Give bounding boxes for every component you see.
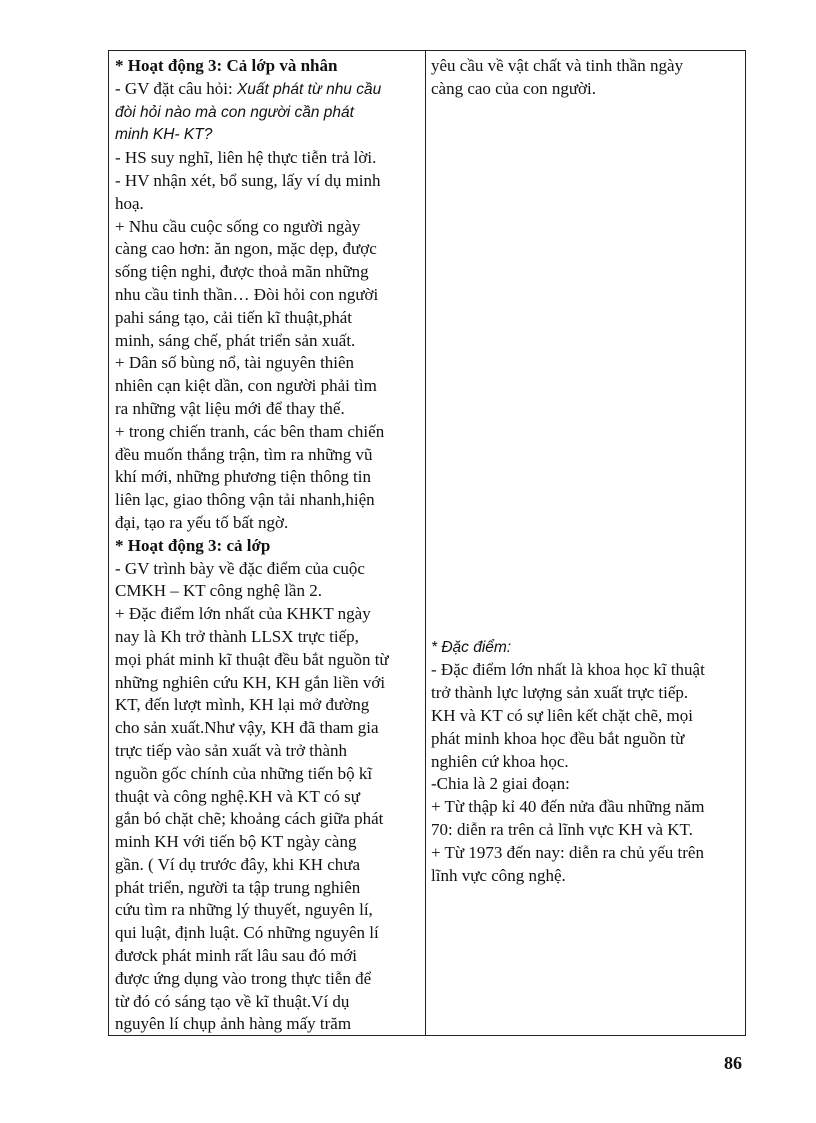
left-line — [115, 124, 419, 147]
left-line — [115, 558, 419, 581]
left-line-text: + Nhu cầu cuộc sống co người ngày — [115, 216, 361, 236]
right-line: KH và KT có sự liên kết chặt chẽ, mọi — [431, 705, 693, 725]
left-column — [115, 55, 419, 1036]
right-line: -Chia là 2 giai đoạn: — [431, 774, 570, 794]
content-table — [108, 50, 746, 1036]
right-line: 70: diễn ra trên cả lĩnh vực KH và KT. — [431, 819, 693, 839]
left-line — [115, 831, 419, 854]
left-line — [115, 899, 419, 922]
left-line-text: mọi phát minh kĩ thuật đều bắt nguồn từ — [115, 649, 389, 669]
left-line-text: + trong chiến tranh, các bên tham chiến — [115, 421, 385, 441]
left-line — [115, 786, 419, 809]
column-divider — [425, 51, 426, 1035]
left-line-text: cứu tìm ra những lý thuyết, nguyên lí, — [115, 900, 373, 920]
right-column — [431, 55, 739, 887]
left-line-text: những nghiên cứu KH, KH gắn liền với — [115, 672, 386, 692]
left-line — [115, 307, 419, 330]
left-line-text: - HS suy nghĩ, liên hệ thực tiễn trả lời. — [115, 148, 377, 168]
left-line — [115, 330, 419, 353]
left-line — [115, 626, 419, 649]
left-line-text: pahi sáng tạo, cải tiến kĩ thuật,phát — [115, 307, 352, 327]
left-line-text: CMKH – KT công nghệ lần 2. — [115, 581, 322, 601]
left-line-text: gắn bó chặt chẽ; khoảng cách giữa phát — [115, 809, 384, 829]
left-line-text: ra những vật liệu mới để thay thế. — [115, 398, 345, 418]
left-line-text: đòi hỏi nào mà con người cần phát — [115, 103, 354, 121]
left-line-text: từ đó có sáng tạo về kĩ thuật.Ví dụ — [115, 991, 350, 1011]
left-line-text: KT, đến lượt mình, KH lại mở đường — [115, 695, 370, 715]
left-line-text: phát triển, người ta tập trung nghiên — [115, 877, 361, 897]
left-line — [115, 1013, 419, 1036]
left-line-text: - GV đặt câu hỏi: — [115, 78, 237, 98]
left-line — [115, 55, 419, 78]
left-line-text: gần. ( Ví dụ trước đây, khi KH chưa — [115, 854, 361, 874]
left-line — [115, 740, 419, 763]
left-line-text: liên lạc, giao thông vận tải nhanh,hiện — [115, 490, 375, 510]
page-number: 86 — [724, 1053, 742, 1073]
left-line — [115, 535, 419, 558]
left-line-text: nguồn gốc chính của những tiến bộ kĩ — [115, 763, 373, 783]
right-line: yêu cầu về vật chất và tinh thần ngày — [431, 56, 684, 75]
right-line: nghiên cứ khoa học. — [431, 751, 569, 771]
left-line-text: * Hoạt động 3: Cả lớp và nhân — [115, 56, 338, 75]
left-line — [115, 170, 419, 193]
right-line: + Từ thập kỉ 40 đến nửa đầu những năm — [431, 797, 705, 817]
right-line: phát minh khoa học đều bắt nguồn từ — [431, 728, 685, 748]
left-line-text: minh KH- KT? — [115, 126, 213, 144]
left-line — [115, 694, 419, 717]
right-line: trở thành lực lượng sản xuất trực tiếp. — [431, 683, 689, 703]
left-line — [115, 945, 419, 968]
left-line — [115, 421, 419, 444]
left-line — [115, 284, 419, 307]
left-line-text: nhiên cạn kiệt dần, con người phải tìm — [115, 376, 377, 396]
left-line-text: nay là Kh trở thành LLSX trực tiếp, — [115, 626, 359, 646]
features-heading: * Đặc điểm: — [431, 638, 512, 656]
left-line — [115, 603, 419, 626]
left-line — [115, 78, 419, 102]
right-column-top — [431, 55, 739, 101]
left-line-text: minh KH với tiến bộ KT ngày càng — [115, 832, 357, 852]
right-column-spacer — [431, 101, 739, 637]
left-line — [115, 512, 419, 535]
left-line — [115, 466, 419, 489]
left-line — [115, 649, 419, 672]
left-line-text: + Đặc điểm lớn nhất của KHKT ngày — [115, 604, 371, 624]
right-column-features — [431, 659, 739, 887]
left-line — [115, 147, 419, 170]
left-line-text: - HV nhận xét, bổ sung, lấy ví dụ minh — [115, 170, 381, 190]
left-line — [115, 763, 419, 786]
left-line-italic-text: Xuất phát từ nhu cầu — [236, 80, 382, 98]
left-line — [115, 444, 419, 467]
left-line — [115, 877, 419, 900]
left-line — [115, 398, 419, 421]
left-line-text: sống tiện nghi, được thoả mãn những — [115, 262, 369, 282]
right-line: - Đặc điểm lớn nhất là khoa học kĩ thuật — [431, 660, 705, 680]
left-line — [115, 717, 419, 740]
left-line — [115, 672, 419, 695]
left-line — [115, 193, 419, 216]
left-line — [115, 808, 419, 831]
left-line — [115, 854, 419, 877]
left-line — [115, 968, 419, 991]
right-line: + Từ 1973 đến nay: diễn ra chủ yếu trên — [431, 842, 704, 862]
left-line-text: nguyên lí chụp ảnh hàng mấy trăm — [115, 1014, 352, 1034]
left-line-text: khí mới, những phương tiện thông tin — [115, 467, 371, 487]
left-line-text: - GV trình bày về đặc điểm của cuộc — [115, 558, 365, 578]
left-line-text: nhu cầu tinh thần… Đòi hỏi con người — [115, 284, 379, 304]
right-line: lĩnh vực công nghệ. — [431, 865, 566, 885]
left-line-text: + Dân số bùng nổ, tài nguyên thiên — [115, 353, 355, 373]
left-line — [115, 216, 419, 239]
left-line-text: đại, tạo ra yếu tố bất ngờ. — [115, 512, 289, 532]
left-line-text: trực tiếp vào sản xuất và trở thành — [115, 740, 348, 760]
left-line-text: thuật và công nghệ.KH và KT có sự — [115, 786, 360, 806]
right-line: càng cao của con người. — [431, 78, 596, 98]
left-line-text: đều muốn thắng trận, tìm ra những vũ — [115, 444, 373, 464]
left-line — [115, 922, 419, 945]
left-line — [115, 375, 419, 398]
left-line-text: càng cao hơn: ăn ngon, mặc dẹp, được — [115, 239, 377, 259]
left-line-text: qui luật, định luật. Có những nguyên lí — [115, 923, 379, 943]
left-line-text: hoạ. — [115, 193, 144, 213]
left-line — [115, 102, 419, 125]
left-line — [115, 352, 419, 375]
left-line — [115, 991, 419, 1014]
left-line — [115, 580, 419, 603]
left-line-text: minh, sáng chế, phát triển sản xuất. — [115, 330, 356, 350]
left-line-text: được ứng dụng vào trong thực tiễn để — [115, 968, 372, 988]
left-line-text: * Hoạt động 3: cả lớp — [115, 535, 271, 555]
left-line — [115, 238, 419, 261]
left-line — [115, 489, 419, 512]
left-line-text: cho sản xuất.Như vậy, KH đã tham gia — [115, 718, 379, 738]
left-line-text: đươck phát minh rất lâu sau đó mới — [115, 946, 358, 966]
left-line — [115, 261, 419, 284]
